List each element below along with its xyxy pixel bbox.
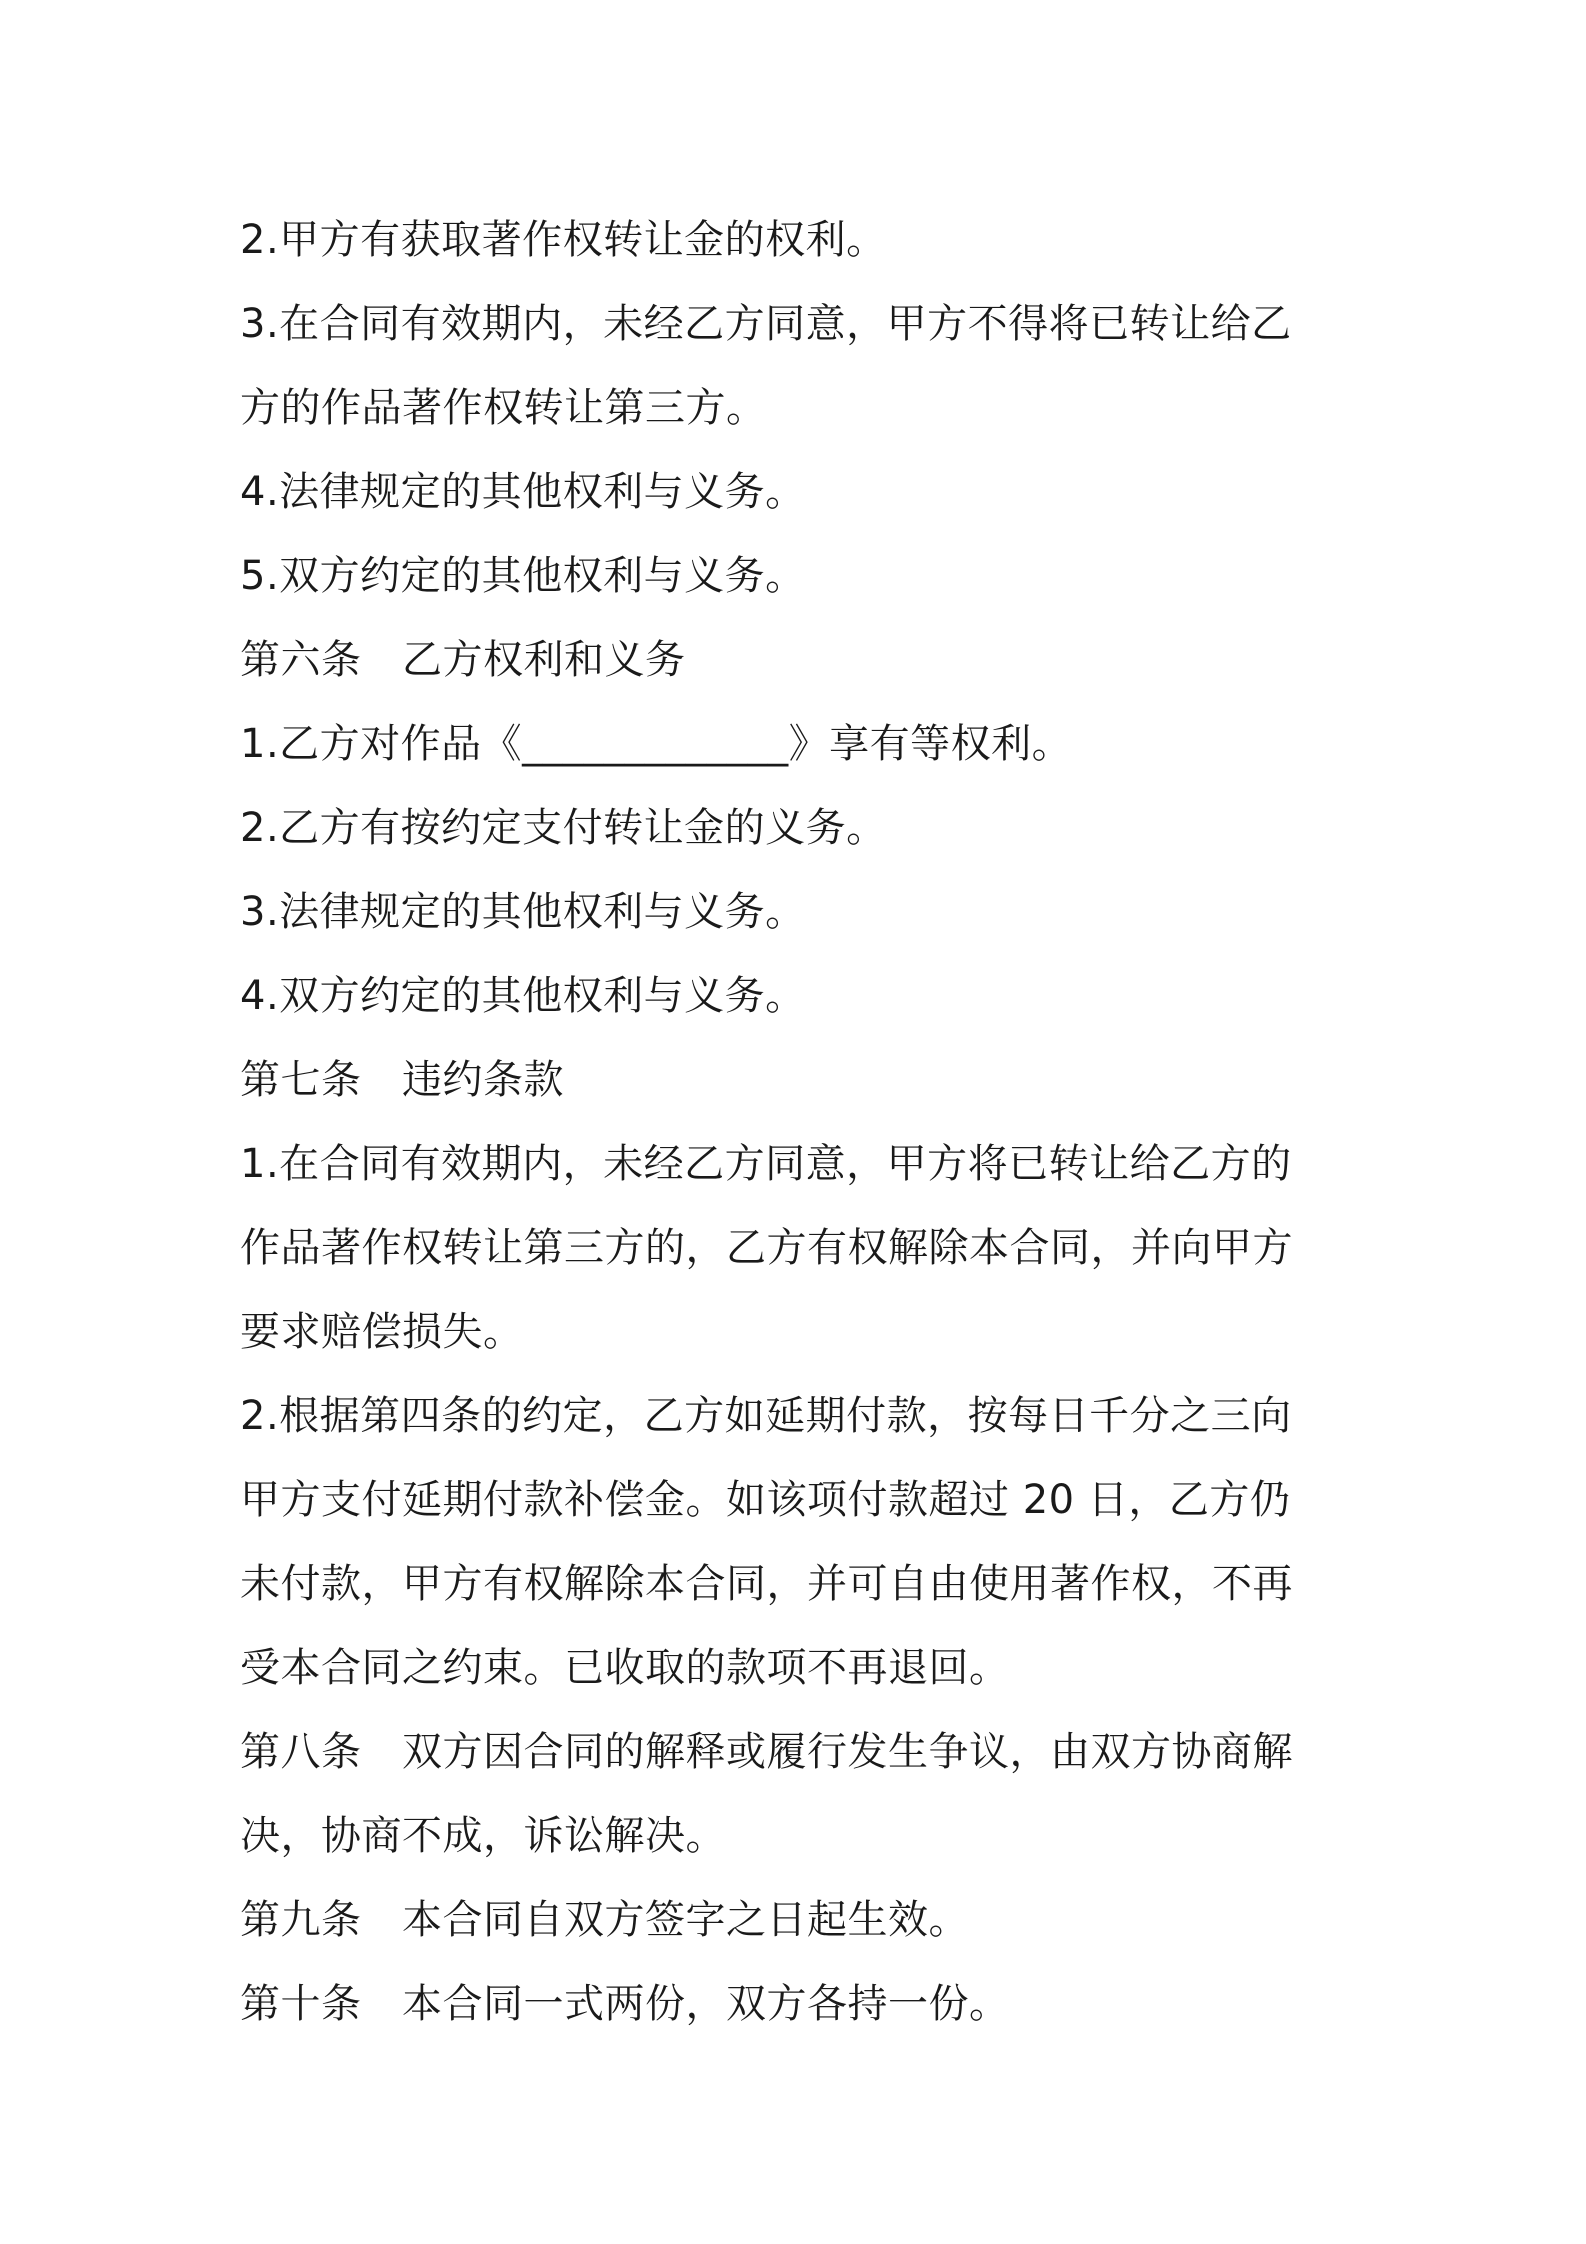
text-line: 2.甲方有获取著作权转让金的权利。 <box>240 217 887 263</box>
text-line: 1.在合同有效期内，未经乙方同意，甲方将已转让给乙方的 <box>240 1141 1292 1187</box>
article-heading: 第六条 乙方权利和义务 <box>240 637 686 683</box>
text-line: 方的作品著作权转让第三方。 <box>240 385 767 431</box>
text-line: 受本合同之约束。已收取的款项不再退回。 <box>240 1645 1010 1691</box>
text-line: 2.根据第四条的约定，乙方如延期付款，按每日千分之三向 <box>240 1393 1292 1439</box>
text-line: 要求赔偿损失。 <box>240 1309 524 1355</box>
text-line: 未付款，甲方有权解除本合同，并可自由使用著作权，不再 <box>240 1561 1293 1607</box>
text-line: 3.法律规定的其他权利与义务。 <box>240 889 806 935</box>
text-line: 作品著作权转让第三方的，乙方有权解除本合同，并向甲方 <box>240 1225 1293 1271</box>
text-line: 决，协商不成，诉讼解决。 <box>240 1813 726 1859</box>
text-line: 4.双方约定的其他权利与义务。 <box>240 973 806 1019</box>
contract-page <box>240 198 1350 2046</box>
article-heading: 第七条 违约条款 <box>240 1057 564 1103</box>
article-heading: 第八条 双方因合同的解释或履行发生争议，由双方协商解 <box>240 1729 1293 1775</box>
text-line: 4.法律规定的其他权利与义务。 <box>240 469 806 515</box>
text-line: 1.乙方对作品《_____________》享有等权利。 <box>240 721 1073 767</box>
text-line: 2.乙方有按约定支付转让金的义务。 <box>240 805 887 851</box>
text-line: 3.在合同有效期内，未经乙方同意，甲方不得将已转让给乙 <box>240 301 1292 347</box>
article-heading: 第十条 本合同一式两份，双方各持一份。 <box>240 1981 1010 2027</box>
text-line: 5.双方约定的其他权利与义务。 <box>240 553 806 599</box>
text-line: 甲方支付延期付款补偿金。如该项付款超过 20 日，乙方仍 <box>240 1477 1291 1523</box>
article-heading: 第九条 本合同自双方签字之日起生效。 <box>240 1897 969 1943</box>
